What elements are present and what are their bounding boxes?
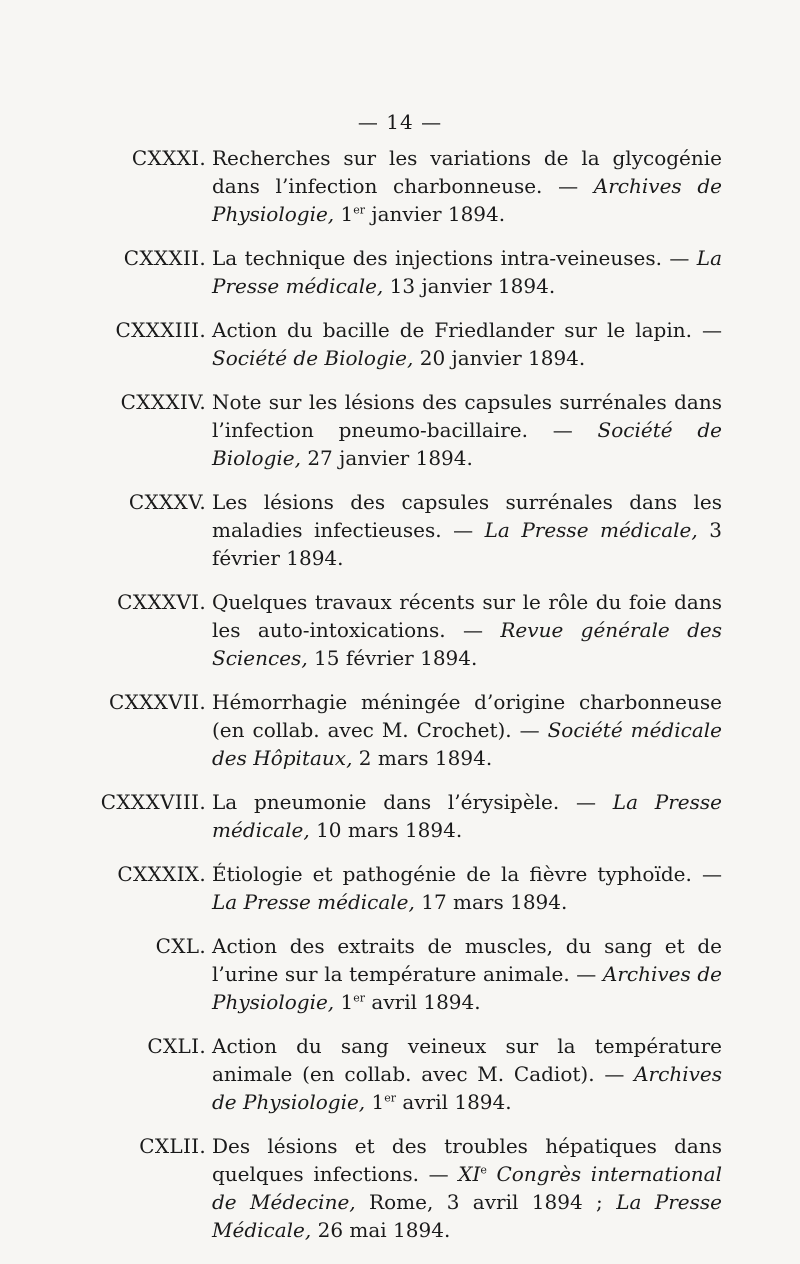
page-number: — 14 — — [357, 110, 443, 134]
entry-text: Les lésions des capsules surrénales dans les maladies infectieuses. — La Presse médicale, 3 février 1894. — [212, 490, 722, 570]
entry-text: Action du bacille de Friedlander sur le lapin. — Société de Biologie, 20 janvier 1894. — [212, 318, 722, 370]
entry-text: La pneumonie dans l’érysipèle. — La Presse médicale, 10 mars 1894. — [212, 790, 722, 842]
journal-title: La Presse Médicale, — [212, 1190, 722, 1242]
entry-text: Action du sang veineux sur la température animale (en collab. avec M. Cadiot). — Archives de Physiologie, 1er avril 1894. — [212, 1034, 722, 1114]
list-item — [0, 688, 800, 772]
journal-title: Archives de Physiologie, — [212, 174, 722, 226]
list-item — [0, 788, 800, 844]
entry-text: Étiologie et pathogénie de la fièvre typhoïde. — La Presse médicale, 17 mars 1894. — [212, 862, 722, 914]
list-item — [0, 488, 800, 572]
bibliography-list — [0, 144, 800, 1260]
entry-numeral: CXLII. — [139, 1134, 206, 1158]
entry-text: Des lésions et des troubles hépatiques dans quelques infections. — XIe Congrès international de Médecine, Rome, 3 avril 1894 ; La Presse Médicale, 26 mai 1894. — [212, 1134, 722, 1242]
entry-numeral: CXXXIX. — [117, 862, 206, 886]
entry-text: Recherches sur les variations de la glycogénie dans l’infection charbonneuse. — Archives de Physiologie, 1er janvier 1894. — [212, 146, 722, 226]
journal-title: Revue générale des Sciences, — [212, 618, 722, 670]
entry-numeral: CXXXVII. — [108, 690, 206, 714]
entry-numeral: CXXXII. — [123, 246, 206, 270]
entry-text: La technique des injections intra-veineuses. — La Presse médicale, 13 janvier 1894. — [212, 246, 722, 298]
journal-title: Société de Biologie, — [212, 418, 722, 470]
entry-numeral: CXXXIII. — [115, 318, 206, 342]
entry-text: Quelques travaux récents sur le rôle du foie dans les auto-intoxications. — Revue générale des Sciences, 15 février 1894. — [212, 590, 722, 670]
journal-title: Congrès international de Médecine, — [212, 1162, 722, 1214]
entry-text: Action des extraits de muscles, du sang et de l’urine sur la température animale. — Archives de Physiologie, 1er avril 1894. — [212, 934, 722, 1014]
entry-numeral: CXXXIV. — [120, 390, 206, 414]
list-item — [0, 588, 800, 672]
journal-title: XI — [458, 1162, 481, 1186]
list-item — [0, 244, 800, 300]
journal-title: Archives de Physiologie, — [212, 962, 722, 1014]
entry-numeral: CXXXVI. — [117, 590, 206, 614]
entry-numeral: CXXXI. — [131, 146, 206, 170]
list-item — [0, 1032, 800, 1116]
entry-text: Note sur les lésions des capsules surrénales dans l’infection pneumo-bacillaire. — Société de Biologie, 27 janvier 1894. — [212, 390, 722, 470]
entry-numeral: CXXXV. — [128, 490, 206, 514]
entry-text: Hémorrhagie méningée d’origine charbonneuse (en collab. avec M. Crochet). — Société médicale des Hôpitaux, 2 mars 1894. — [212, 690, 722, 770]
list-item — [0, 144, 800, 228]
journal-title: La Presse médicale, — [212, 246, 722, 298]
journal-title: Société médicale des Hôpitaux, — [212, 718, 722, 770]
journal-title: Archives de Physiologie, — [212, 1062, 722, 1114]
journal-title: Société de Biologie, — [212, 346, 414, 370]
journal-title: La Presse médicale, — [484, 518, 698, 542]
list-item — [0, 388, 800, 472]
journal-title: La Presse médicale, — [212, 790, 722, 842]
list-item — [0, 316, 800, 372]
entry-numeral: CXLI. — [147, 1034, 206, 1058]
list-item — [0, 932, 800, 1016]
list-item — [0, 1132, 800, 1244]
entry-numeral: CXL. — [155, 934, 206, 958]
entry-numeral: CXXXVIII. — [100, 790, 206, 814]
journal-title: La Presse médicale, — [212, 890, 415, 914]
list-item — [0, 860, 800, 916]
